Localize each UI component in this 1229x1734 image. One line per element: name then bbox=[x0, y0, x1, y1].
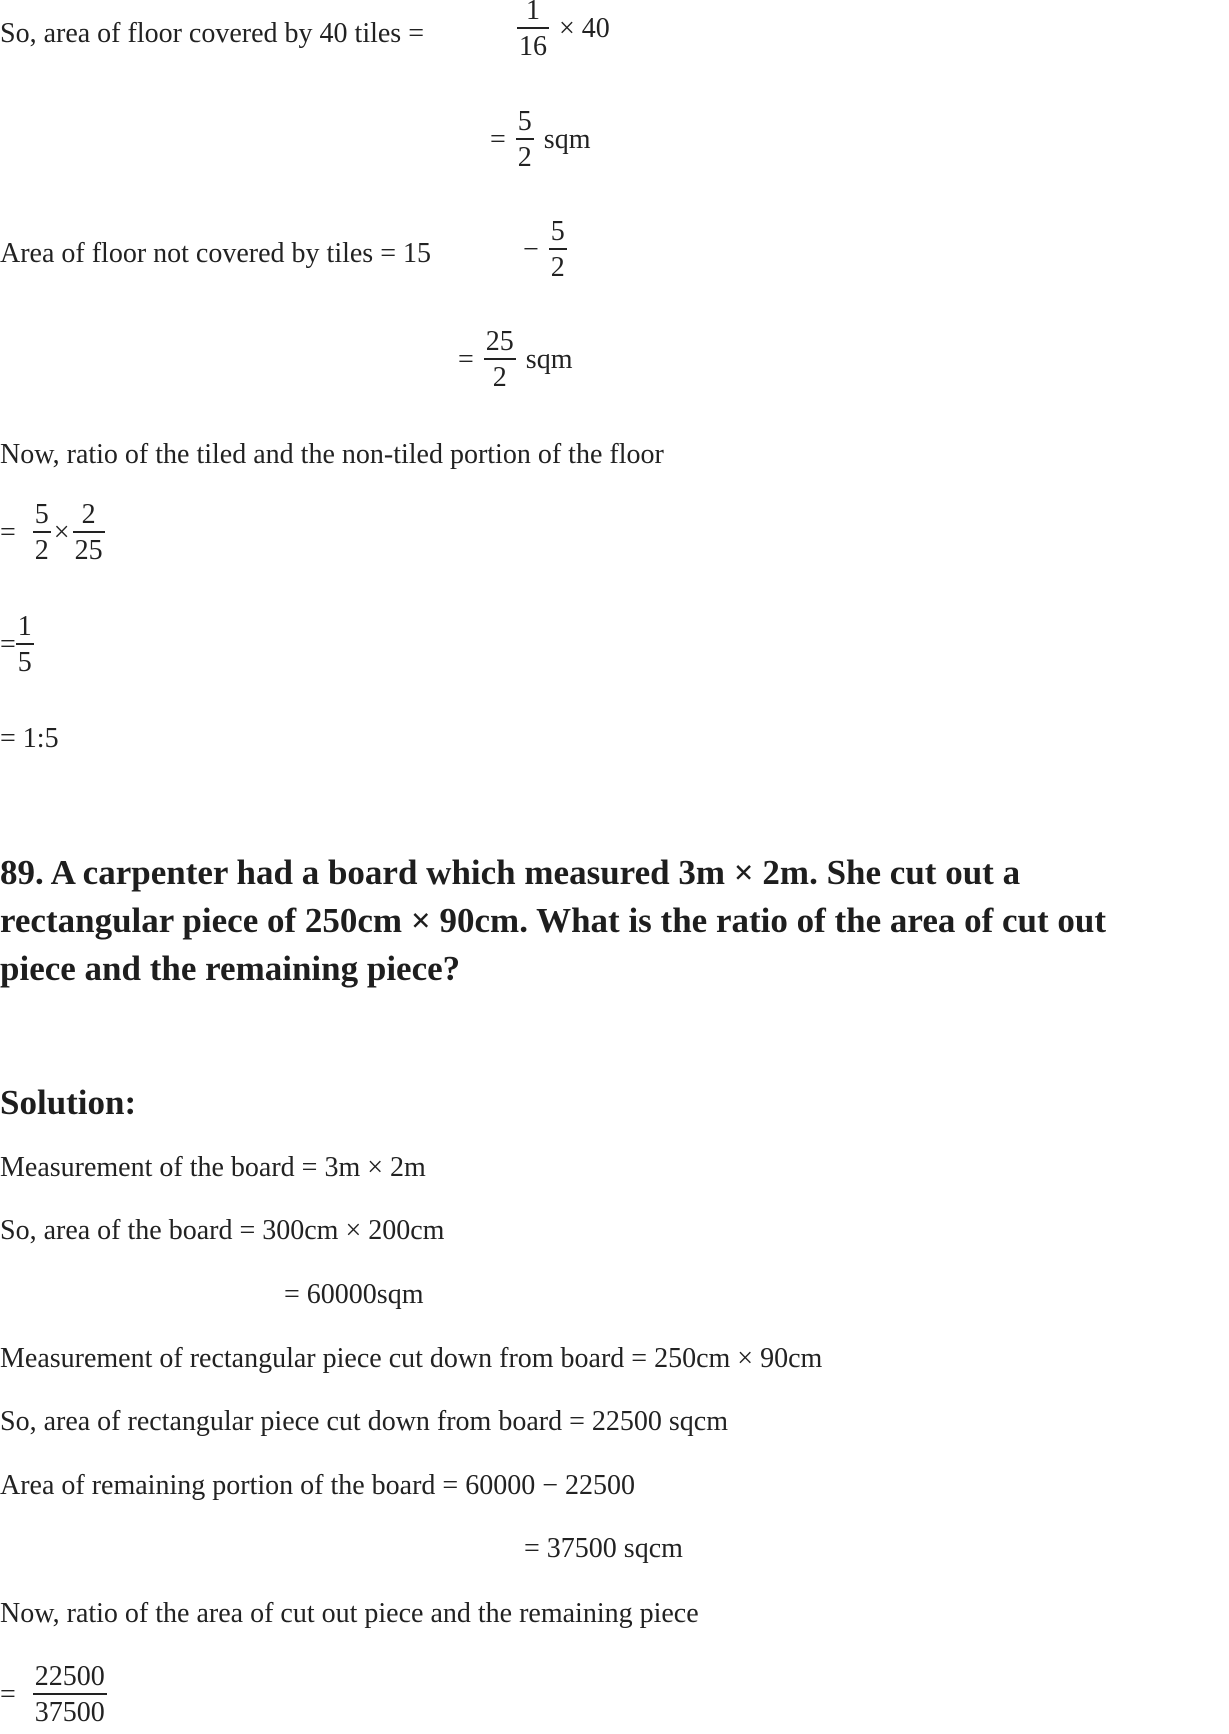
solution-line: Measurement of the board = 3m × 2m bbox=[0, 1152, 426, 1183]
ratio-product: = $\frac{5}{2}$ × $\frac{2}{25}$ bbox=[0, 499, 103, 567]
times-forty: × 40 bbox=[559, 12, 610, 44]
solution-line: Now, ratio of the area of cut out piece and the remaining piece bbox=[0, 1598, 699, 1629]
fraction-bar bbox=[16, 643, 34, 645]
final-ratio-fraction: = $\frac{22500}{37500}$ bbox=[0, 1661, 105, 1729]
area-covered-result: = $\frac{5}{2}$ sqm bbox=[490, 106, 591, 174]
fraction-bar bbox=[549, 248, 567, 250]
fraction: $\frac{1}{5}$ bbox=[17, 611, 32, 679]
area-covered-fraction bbox=[514, 0, 610, 62]
solution-line: So, area of the board = 300cm × 200cm bbox=[0, 1215, 445, 1246]
ratio-simplified: = $\frac{1}{5}$ bbox=[0, 611, 32, 679]
fraction: $\frac{25}{2}$ bbox=[485, 326, 514, 394]
fraction: $\frac{2}{25}$ bbox=[74, 499, 103, 567]
area-covered-text: So, area of floor covered by 40 tiles = bbox=[0, 18, 424, 49]
area-not-covered-line: Area of floor not covered by tiles = 15 bbox=[0, 238, 431, 269]
ratio-intro-line: Now, ratio of the tiled and the non-tiled portion of the floor bbox=[0, 439, 664, 470]
fraction: $\frac{5}{2}$ bbox=[517, 106, 532, 174]
fraction: $\frac{5}{2}$ bbox=[550, 216, 565, 284]
fraction-bar bbox=[484, 358, 516, 360]
fraction-bar bbox=[516, 138, 534, 140]
question-line: 89. A carpenter had a board which measured 3m × 2m. She cut out a bbox=[0, 853, 1021, 892]
fraction-bar bbox=[33, 531, 51, 533]
fraction: $\frac{1}{16}$ bbox=[519, 0, 547, 63]
solution-heading: Solution: bbox=[0, 1083, 137, 1122]
area-not-covered-result: = $\frac{25}{2}$ sqm bbox=[458, 326, 573, 394]
solution-line: = 60000sqm bbox=[284, 1279, 424, 1310]
solution-line: Area of remaining portion of the board = 60000 − 22500 bbox=[0, 1470, 635, 1501]
solution-line: = 37500 sqcm bbox=[524, 1533, 683, 1564]
fraction-bar bbox=[73, 531, 105, 533]
ratio-answer: = 1:5 bbox=[0, 723, 59, 754]
fraction-bar bbox=[517, 27, 549, 29]
solution-line: Measurement of rectangular piece cut down from board = 250cm × 90cm bbox=[0, 1343, 823, 1374]
solution-line: So, area of rectangular piece cut down from board = 22500 sqcm bbox=[0, 1406, 728, 1437]
area-covered-line bbox=[0, 20, 424, 48]
question-line: piece and the remaining piece? bbox=[0, 949, 461, 988]
fraction: $\frac{22500}{37500}$ bbox=[34, 1661, 105, 1729]
fraction: $\frac{5}{2}$ bbox=[34, 499, 49, 567]
area-not-covered-fraction: − $\frac{5}{2}$ bbox=[523, 216, 565, 284]
fraction-bar bbox=[33, 1693, 107, 1695]
question-line: rectangular piece of 250cm × 90cm. What is the ratio of the area of cut out bbox=[0, 901, 1107, 940]
